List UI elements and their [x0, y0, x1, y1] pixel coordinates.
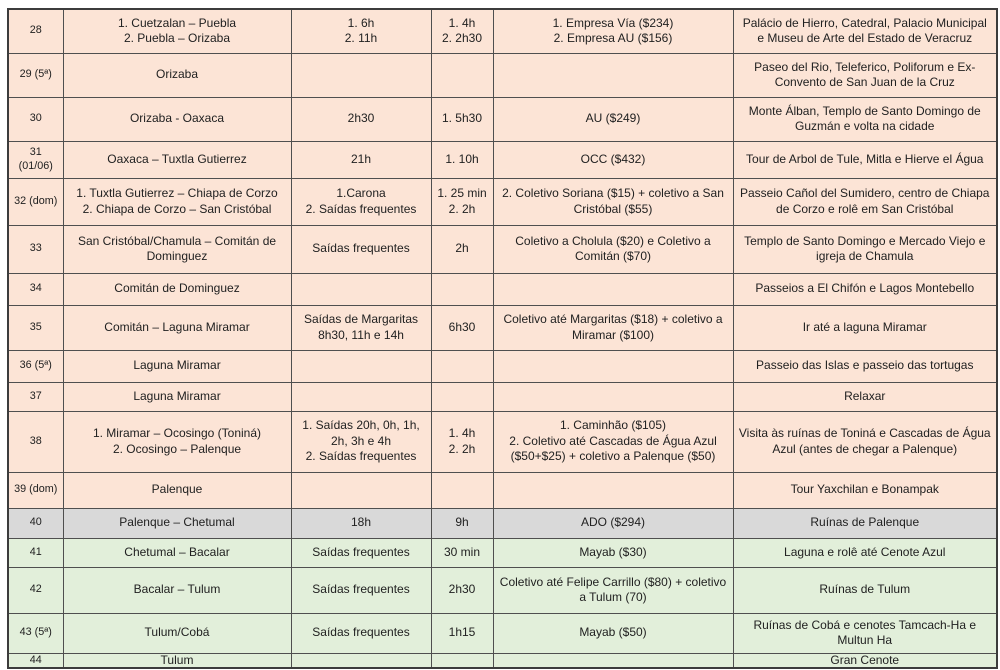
- cell-route[interactable]: Orizaba: [63, 53, 291, 97]
- cell-route[interactable]: Bacalar – Tulum: [63, 567, 291, 613]
- cell-transport[interactable]: 1. Caminhão ($105) 2. Coletivo até Cascadas de Água Azul ($50+$25) + coletivo a Palenque ($50): [493, 411, 733, 472]
- cell-day[interactable]: 37: [8, 382, 63, 411]
- cell-departure[interactable]: Saídas frequentes: [291, 613, 431, 653]
- cell-activities[interactable]: Relaxar: [733, 382, 997, 411]
- cell-route[interactable]: Laguna Miramar: [63, 382, 291, 411]
- table-row: [8, 382, 997, 411]
- table-row: [8, 273, 997, 305]
- cell-day[interactable]: 32 (dom): [8, 178, 63, 225]
- cell-day[interactable]: 36 (5ª): [8, 350, 63, 382]
- cell-route[interactable]: Oaxaca – Tuxtla Gutierrez: [63, 141, 291, 178]
- table-row: [8, 9, 997, 53]
- cell-day[interactable]: 42: [8, 567, 63, 613]
- cell-day[interactable]: 33: [8, 225, 63, 273]
- cell-duration[interactable]: 9h: [431, 508, 493, 538]
- table-row: [8, 97, 997, 141]
- cell-activities[interactable]: Templo de Santo Domingo e Mercado Viejo e igreja de Chamula: [733, 225, 997, 273]
- cell-transport[interactable]: Coletivo até Felipe Carrillo ($80) + coletivo a Tulum (70): [493, 567, 733, 613]
- table-row: [8, 141, 997, 178]
- cell-duration[interactable]: 1h15: [431, 613, 493, 653]
- cell-day[interactable]: 40: [8, 508, 63, 538]
- cell-duration[interactable]: [431, 472, 493, 508]
- cell-activities[interactable]: Gran Cenote: [733, 653, 997, 668]
- cell-activities[interactable]: Monte Álban, Templo de Santo Domingo de Guzmán e volta na cidade: [733, 97, 997, 141]
- cell-activities[interactable]: Ruínas de Palenque: [733, 508, 997, 538]
- cell-departure[interactable]: [291, 382, 431, 411]
- cell-day[interactable]: 38: [8, 411, 63, 472]
- cell-transport[interactable]: [493, 472, 733, 508]
- cell-departure[interactable]: 18h: [291, 508, 431, 538]
- cell-transport[interactable]: 2. Coletivo Soriana ($15) + coletivo a San Cristóbal ($55): [493, 178, 733, 225]
- cell-transport[interactable]: [493, 273, 733, 305]
- cell-day[interactable]: 35: [8, 305, 63, 350]
- cell-activities[interactable]: Ruínas de Cobá e cenotes Tamcach-Ha e Multun Ha: [733, 613, 997, 653]
- table-row: [8, 305, 997, 350]
- cell-route[interactable]: Comitán de Dominguez: [63, 273, 291, 305]
- cell-transport[interactable]: Mayab ($30): [493, 538, 733, 567]
- cell-day[interactable]: 34: [8, 273, 63, 305]
- cell-departure[interactable]: 1. Saídas 20h, 0h, 1h, 2h, 3h e 4h 2. Saídas frequentes: [291, 411, 431, 472]
- table-row: [8, 411, 997, 472]
- cell-transport[interactable]: Coletivo a Cholula ($20) e Coletivo a Comitán ($70): [493, 225, 733, 273]
- table-row: [8, 653, 997, 668]
- cell-route[interactable]: Orizaba - Oaxaca: [63, 97, 291, 141]
- table-row: [8, 508, 997, 538]
- cell-day[interactable]: 29 (5ª): [8, 53, 63, 97]
- cell-day[interactable]: 43 (5ª): [8, 613, 63, 653]
- cell-route[interactable]: San Cristóbal/Chamula – Comitán de Dominguez: [63, 225, 291, 273]
- table-row: [8, 567, 997, 613]
- cell-duration[interactable]: 1. 10h: [431, 141, 493, 178]
- cell-day[interactable]: 28: [8, 9, 63, 53]
- cell-duration[interactable]: 6h30: [431, 305, 493, 350]
- cell-transport[interactable]: OCC ($432): [493, 141, 733, 178]
- cell-route[interactable]: 1. Cuetzalan – Puebla 2. Puebla – Orizaba: [63, 9, 291, 53]
- cell-activities[interactable]: Ruínas de Tulum: [733, 567, 997, 613]
- cell-activities[interactable]: Passeio das Islas e passeio das tortugas: [733, 350, 997, 382]
- cell-departure[interactable]: Saídas frequentes: [291, 225, 431, 273]
- cell-departure[interactable]: 1. 6h 2. 11h: [291, 9, 431, 53]
- cell-departure[interactable]: [291, 273, 431, 305]
- cell-transport[interactable]: [493, 350, 733, 382]
- cell-day[interactable]: 44: [8, 653, 63, 668]
- table-row: [8, 225, 997, 273]
- cell-duration[interactable]: 1. 25 min 2. 2h: [431, 178, 493, 225]
- cell-duration[interactable]: 2h30: [431, 567, 493, 613]
- cell-transport[interactable]: [493, 382, 733, 411]
- cell-duration[interactable]: [431, 273, 493, 305]
- cell-route[interactable]: 1. Miramar – Ocosingo (Toniná) 2. Ocosingo – Palenque: [63, 411, 291, 472]
- cell-departure[interactable]: [291, 350, 431, 382]
- table-row: [8, 178, 997, 225]
- cell-day[interactable]: 39 (dom): [8, 472, 63, 508]
- cell-day[interactable]: 30: [8, 97, 63, 141]
- cell-departure[interactable]: Saídas de Margaritas 8h30, 11h e 14h: [291, 305, 431, 350]
- cell-departure[interactable]: [291, 472, 431, 508]
- cell-duration[interactable]: 30 min: [431, 538, 493, 567]
- cell-departure[interactable]: 2h30: [291, 97, 431, 141]
- cell-activities[interactable]: Tour Yaxchilan e Bonampak: [733, 472, 997, 508]
- cell-departure[interactable]: 1.Carona 2. Saídas frequentes: [291, 178, 431, 225]
- cell-departure[interactable]: Saídas frequentes: [291, 567, 431, 613]
- cell-departure[interactable]: 21h: [291, 141, 431, 178]
- cell-route[interactable]: Tulum: [63, 653, 291, 668]
- cell-duration[interactable]: 1. 4h 2. 2h30: [431, 9, 493, 53]
- cell-activities[interactable]: Passeios a El Chifón e Lagos Montebello: [733, 273, 997, 305]
- cell-transport[interactable]: ADO ($294): [493, 508, 733, 538]
- cell-duration[interactable]: [431, 382, 493, 411]
- cell-departure[interactable]: Saídas frequentes: [291, 538, 431, 567]
- cell-duration[interactable]: [431, 53, 493, 97]
- cell-day[interactable]: 41: [8, 538, 63, 567]
- cell-transport[interactable]: [493, 53, 733, 97]
- cell-departure[interactable]: [291, 653, 431, 668]
- cell-duration[interactable]: 1. 5h30: [431, 97, 493, 141]
- cell-route[interactable]: Palenque: [63, 472, 291, 508]
- cell-duration[interactable]: [431, 350, 493, 382]
- cell-duration[interactable]: [431, 653, 493, 668]
- cell-route[interactable]: Palenque – Chetumal: [63, 508, 291, 538]
- cell-duration[interactable]: 1. 4h 2. 2h: [431, 411, 493, 472]
- cell-route[interactable]: Laguna Miramar: [63, 350, 291, 382]
- cell-transport[interactable]: [493, 653, 733, 668]
- cell-route[interactable]: 1. Tuxtla Gutierrez – Chiapa de Corzo 2. Chiapa de Corzo – San Cristóbal: [63, 178, 291, 225]
- cell-transport[interactable]: 1. Empresa Vía ($234) 2. Empresa AU ($156): [493, 9, 733, 53]
- cell-route[interactable]: Tulum/Cobá: [63, 613, 291, 653]
- cell-activities[interactable]: Palácio de Hierro, Catedral, Palacio Municipal e Museu de Arte del Estado de Veracruz: [733, 9, 997, 53]
- cell-activities[interactable]: Passeio Cañol del Sumidero, centro de Chiapa de Corzo e rolê em San Cristóbal: [733, 178, 997, 225]
- table-row: [8, 538, 997, 567]
- cell-route[interactable]: Chetumal – Bacalar: [63, 538, 291, 567]
- cell-activities[interactable]: Tour de Arbol de Tule, Mitla e Hierve el Água: [733, 141, 997, 178]
- table-row: [8, 53, 997, 97]
- table-row: [8, 350, 997, 382]
- cell-route[interactable]: Comitán – Laguna Miramar: [63, 305, 291, 350]
- cell-activities[interactable]: Laguna e rolê até Cenote Azul: [733, 538, 997, 567]
- cell-transport[interactable]: Coletivo até Margaritas ($18) + coletivo a Miramar ($100): [493, 305, 733, 350]
- cell-departure[interactable]: [291, 53, 431, 97]
- itinerary-table-body: [8, 9, 997, 668]
- itinerary-table: [7, 8, 998, 669]
- cell-activities[interactable]: Paseo del Rio, Teleferico, Poliforum e Ex- Convento de San Juan de la Cruz: [733, 53, 997, 97]
- cell-activities[interactable]: Ir até a laguna Miramar: [733, 305, 997, 350]
- cell-duration[interactable]: 2h: [431, 225, 493, 273]
- table-row: [8, 472, 997, 508]
- cell-day[interactable]: 31 (01/06): [8, 141, 63, 178]
- table-row: [8, 613, 997, 653]
- cell-transport[interactable]: AU ($249): [493, 97, 733, 141]
- cell-transport[interactable]: Mayab ($50): [493, 613, 733, 653]
- cell-activities[interactable]: Visita às ruínas de Toniná e Cascadas de Água Azul (antes de chegar a Palenque): [733, 411, 997, 472]
